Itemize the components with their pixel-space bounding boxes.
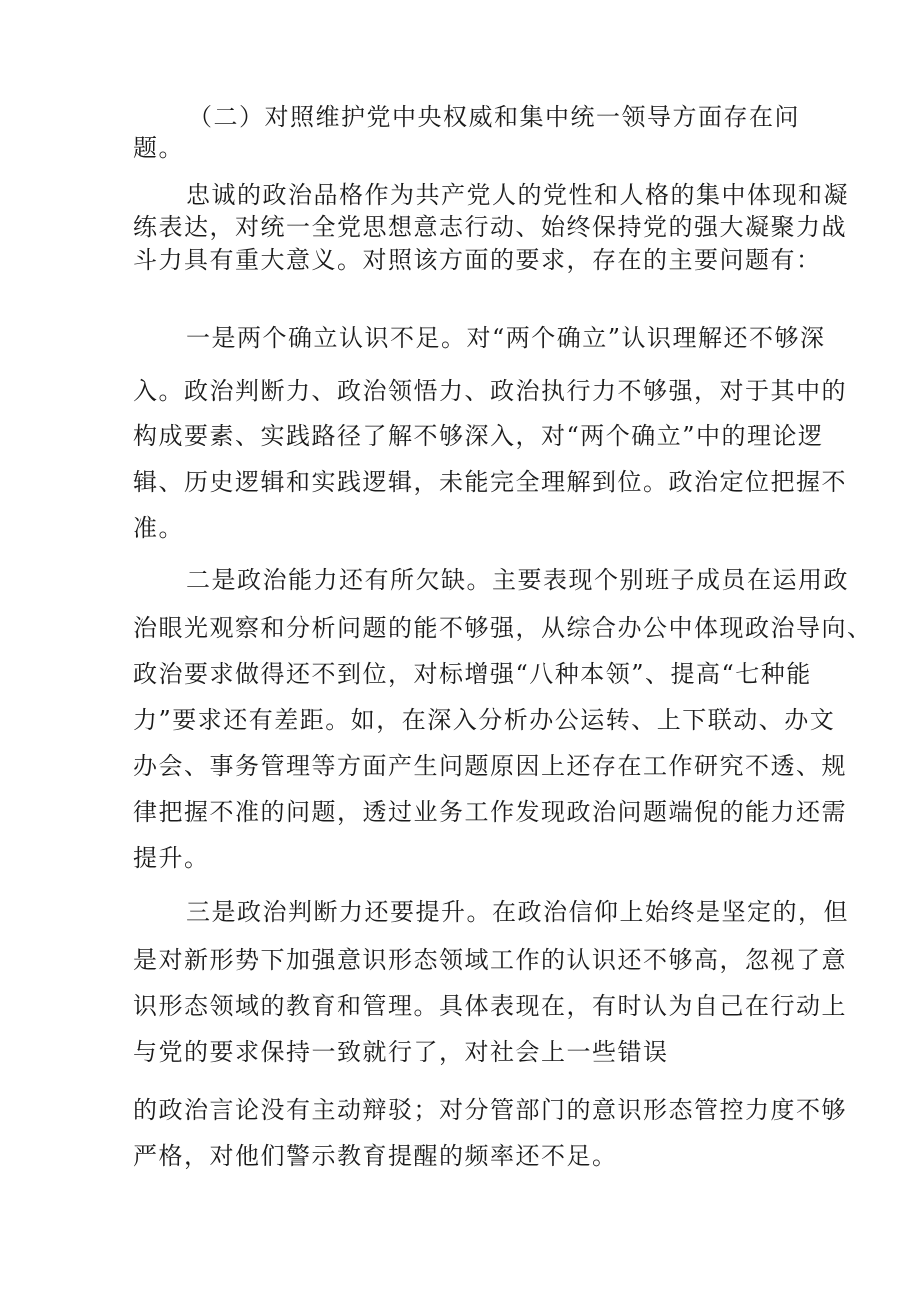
paragraph-2-line-5: 准。 [133,514,184,542]
heading-line-2: 题。 [133,134,184,162]
paragraph-3-line-3: 政治要求做得还不到位，对标增强“八种本领”、提高“七种能 [133,660,812,688]
paragraph-4-line-2: 是对新形势下加强意识形态领域工作的认识还不够高，忽视了意 [133,946,847,974]
paragraph-3-line-5: 办会、事务管理等方面产生问题原因上还存在工作研究不透、规 [133,752,847,780]
paragraph-1-line-3: 斗力具有重大意义。对照该方面的要求，存在的主要问题有： [133,246,822,274]
paragraph-4-line-5: 的政治言论没有主动辩驳；对分管部门的意识形态管控力度不够 [133,1096,847,1124]
paragraph-2-line-3: 构成要素、实践路径了解不够深入，对“两个确立”中的理论逻 [133,422,824,450]
paragraph-2-line-1: 一是两个确立认识不足。对“两个确立”认识理解还不够深 [186,324,826,352]
paragraph-3-line-6: 律把握不准的问题，透过业务工作发现政治问题端倪的能力还需 [133,798,847,826]
paragraph-2-line-4: 辑、历史逻辑和实践逻辑，未能完全理解到位。政治定位把握不 [133,468,847,496]
paragraph-3-line-1: 二是政治能力还有所欠缺。主要表现个别班子成员在运用政 [186,566,849,594]
paragraph-4-line-4: 与党的要求保持一致就行了，对社会上一些错误 [133,1038,669,1066]
paragraph-4-line-3: 识形态领域的教育和管理。具体表现在，有时认为自己在行动上 [133,992,847,1020]
paragraph-3-line-2: 治眼光观察和分析问题的能不够强，从综合办公中体现政治导向、 [133,614,873,642]
paragraph-2-line-2: 入。政治判断力、政治领悟力、政治执行力不够强，对于其中的 [133,377,847,405]
paragraph-4-line-1: 三是政治判断力还要提升。在政治信仰上始终是坚定的，但 [186,898,849,926]
paragraph-1-line-2: 练表达，对统一全党思想意志行动、始终保持党的强大凝聚力战 [133,213,847,241]
paragraph-1-line-1: 忠诚的政治品格作为共产党人的党性和人格的集中体现和凝 [186,181,849,209]
paragraph-3-line-7: 提升。 [133,844,210,872]
paragraph-4-line-6: 严格，对他们警示教育提醒的频率还不足。 [133,1142,618,1170]
heading-line-1: （二）对照维护党中央权威和集中统一领导方面存在问 [188,103,800,131]
paragraph-3-line-4: 力”要求还有差距。如，在深入分析办公运转、上下联动、办文 [133,706,836,734]
